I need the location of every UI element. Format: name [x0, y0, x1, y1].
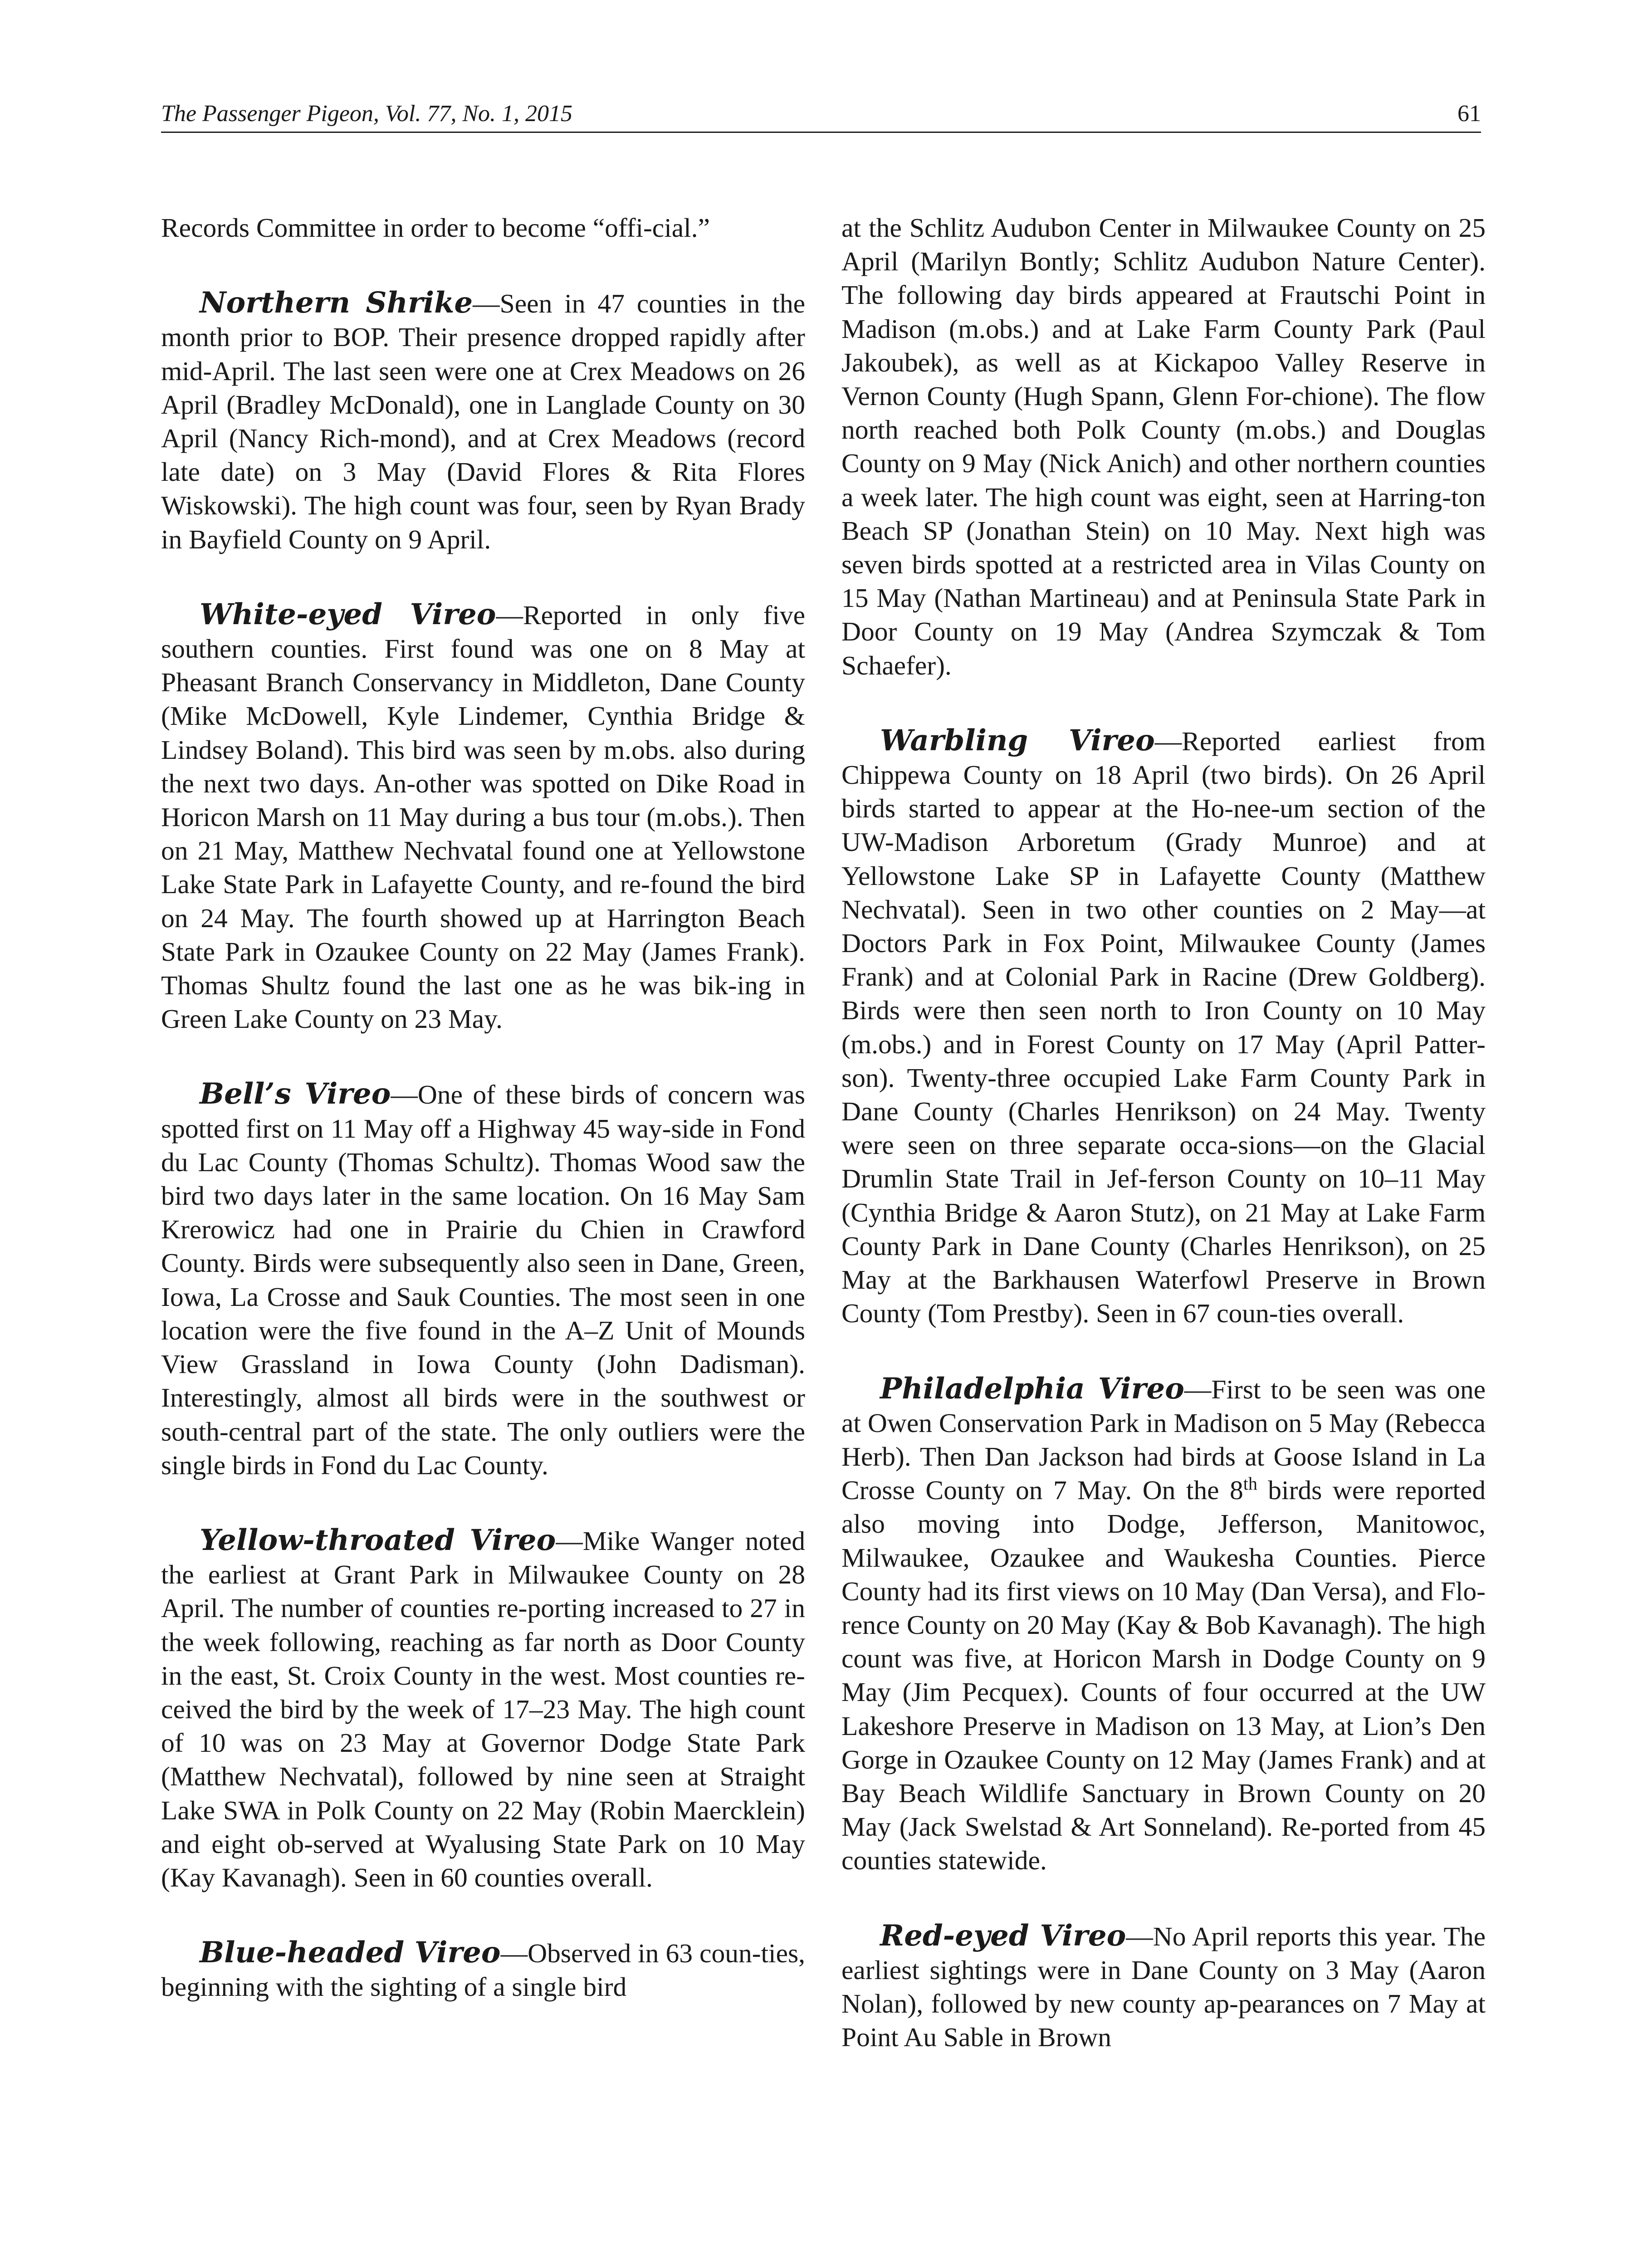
species-name: Yellow-throated Vireo: [200, 1523, 556, 1557]
species-text: —One of these birds of concern was spotted first on 11 May off a Highway 45 way-side in Fond du Lac County (Thomas Schultz). Thomas Wood saw the bird two days later in the same location. On 16 May Sam Krerowicz had one in Prairie du Chien in Crawford County. Birds were subsequently also seen in Dane, Green, Iowa, La Crosse and Sauk Counties. The most seen in one location were the five found in the A–Z Unit of Mounds View Grassland in Iowa County (John Dadisman). Interestingly, almost all birds were in the southwest or south-central part of the state. The only outliers were the single birds in Fond du Lac County.: [161, 1080, 805, 1480]
right-column: [841, 211, 1486, 2054]
continued-paragraph: at the Schlitz Audubon Center in Milwaukee County on 25 April (Marilyn Bontly; Schlitz Audubon Nature Center). The following day birds appeared at Frautschi Point in Madison (m.obs.) and at Lake Farm County Park (Paul Jakoubek), as well as at Kickapoo Valley Reserve in Vernon County (Hugh Spann, Glenn For-chione). The flow north reached both Polk County (m.obs.) and Douglas County on 9 May (Nick Anich) and other northern counties a week later. The high count was eight, seen at Harring-ton Beach SP (Jonathan Stein) on 10 May. Next high was seven birds spotted at a restricted area in Vilas County on 15 May (Nathan Martineau) and at Peninsula State Park in Door County on 19 May (Andrea Szymczak & Tom Schaefer).: [841, 213, 1486, 680]
species-text-continued: birds were reported also moving into Dodge, Jefferson, Manitowoc, Milwaukee, Ozaukee and Waukesha Counties. Pierce County had its first views on 10 May (Dan Versa), and Flo-rence County on 20 May (Kay & Bob Kavanagh). The high count was five, at Horicon Marsh in Dodge County on 9 May (Jim Pecquex). Counts of four occurred at the UW Lakeshore Preserve in Madison on 13 May, at Lion’s Den Gorge in Ozaukee County on 12 May (James Frank) and at Bay Beach Wildlife Sanctuary in Brown County on 20 May (Jack Swelstad & Art Sonneland). Re-ported from 45 counties statewide.: [841, 1475, 1486, 1876]
species-name: Warbling Vireo: [880, 723, 1155, 758]
species-text: —Seen in 47 counties in the month prior to BOP. Their presence dropped rapidly after mid-April. The last seen were one at Crex Meadows on 26 April (Bradley McDonald), one in Langlade County on 30 April (Nancy Rich-mond), and at Crex Meadows (record late date) on 3 May (David Flores & Rita Flores Wiskowski). The high count was four, seen by Ryan Brady in Bayfield County on 9 April.: [161, 288, 806, 554]
species-text: —Reported earliest from Chippewa County on 18 April (two birds). On 26 April birds started to appear at the Ho-nee-um section of the UW-Madison Arboretum (Grady Munroe) and at Yellowstone Lake SP in Lafayette County (Matthew Nechvatal). Seen in two other counties on 2 May—at Doctors Park in Fox Point, Milwaukee County (James Frank) and at Colonial Park in Racine (Drew Goldberg). Birds were then seen north to Iron County on 10 May (m.obs.) and in Forest County on 17 May (April Patter-son). Twenty-three occupied Lake Farm County Park in Dane County (Charles Henrikson) on 24 May. Twenty were seen on three separate occa-sions—on the Glacial Drumlin State Trail in Jef-ferson County on 10–11 May (Cynthia Bridge & Aaron Stutz), on 21 May at Lake Farm County Park in Dane County (Charles Henrikson), on 25 May at the Barkhausen Waterfowl Preserve in Brown County (Tom Prestby). Seen in 67 coun-ties overall.: [841, 726, 1486, 1329]
species-entry: [161, 1936, 805, 2004]
species-name: White-eyed Vireo: [200, 597, 496, 631]
ordinal-superscript: th: [1243, 1473, 1257, 1494]
species-name: Philadelphia Vireo: [880, 1371, 1184, 1406]
species-name: Blue-headed Vireo: [200, 1936, 501, 1970]
species-entry: [161, 286, 805, 556]
left-column: [161, 211, 805, 2004]
species-entry: [841, 1372, 1486, 1877]
species-text: —Observed in 63 coun-ties, beginning with the sighting of a single bird: [161, 1938, 806, 2002]
species-entry: [841, 724, 1486, 1330]
species-name: Northern Shrike: [200, 286, 473, 320]
species-text: —Reported in only five southern counties. First found was one on 8 May at Pheasant Branch Conservancy in Middleton, Dane County (Mike McDowell, Kyle Lindemer, Cynthia Bridge & Lindsey Boland). This bird was seen by m.obs. also during the next two days. An-other was spotted on Dike Road in Horicon Marsh on 11 May during a bus tour (m.obs.). Then on 21 May, Matthew Nechvatal found one at Yellowstone Lake State Park in Lafayette County, and re-found the bird on 24 May. The fourth showed up at Harrington Beach State Park in Ozaukee County on 22 May (James Frank). Thomas Shultz found the last one as he was bik-ing in Green Lake County on 23 May.: [161, 600, 806, 1034]
species-entry: [161, 1077, 805, 1481]
species-name: Red-eyed Vireo: [880, 1918, 1126, 1953]
continued-paragraph: Records Committee in order to become “offi-cial.”: [161, 213, 710, 243]
page-header: [161, 77, 1481, 133]
species-text: —First to be seen was one at Owen Conservation Park in Madison on 5 May (Rebecca Herb). Then Dan Jackson had birds at Goose Island in La Crosse County on 7 May. On the 8: [841, 1374, 1486, 1505]
running-head: The Passenger Pigeon, Vol. 77, No. 1, 2015: [161, 101, 573, 127]
species-text: —No April reports this year. The earliest sightings were in Dane County on 3 May (Aaron Nolan), followed by new county ap-pearances on 7 May at Point Au Sable in Brown: [841, 1921, 1486, 2053]
species-text: —Mike Wanger noted the earliest at Grant Park in Milwaukee County on 28 April. The number of counties re-porting increased to 27 in the week following, reaching as far north as Door County in the east, St. Croix County in the west. Most counties re-ceived the bird by the week of 17–23 May. The high count of 10 was on 23 May at Governor Dodge State Park (Matthew Nechvatal), followed by nine seen at Straight Lake SWA in Polk County on 22 May (Robin Maercklein) and eight ob-served at Wyalusing State Park on 10 May (Kay Kavanagh). Seen in 60 counties overall.: [161, 1525, 805, 1892]
species-entry: [841, 1919, 1486, 2054]
species-name: Bell’s Vireo: [200, 1077, 391, 1111]
species-entry: [161, 1524, 805, 1894]
species-entry: [161, 598, 805, 1036]
page-number: 61: [1457, 101, 1481, 127]
